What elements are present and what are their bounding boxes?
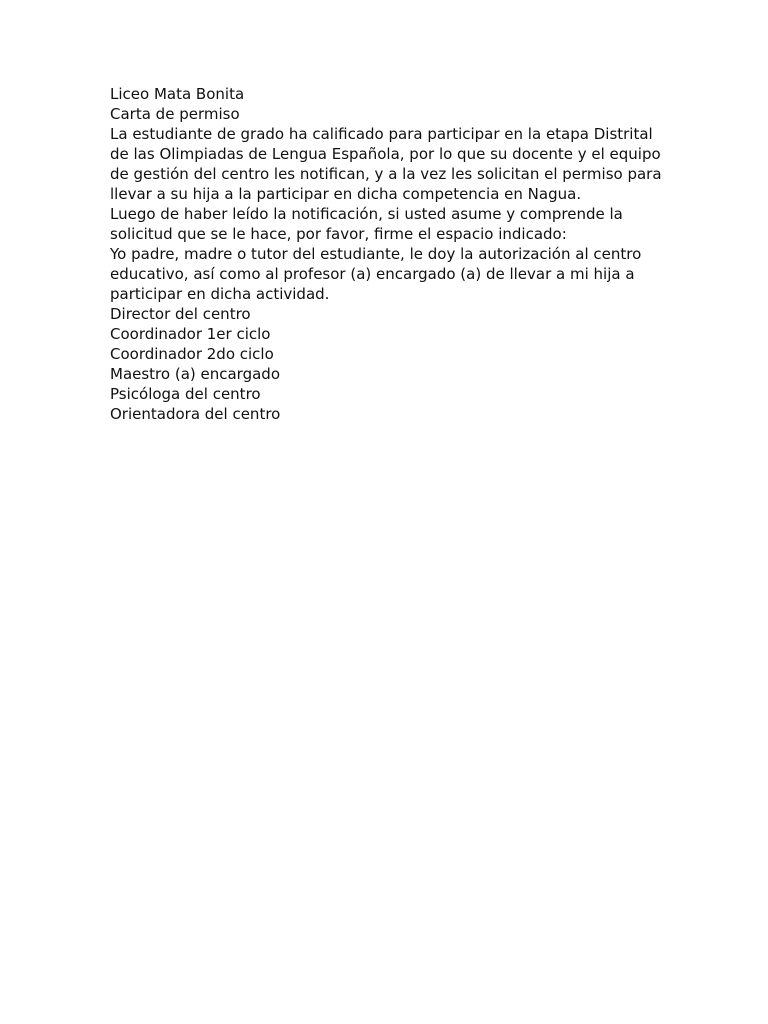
signatory-counselor: Orientadora del centro — [110, 405, 281, 423]
signatory-coordinator-second-cycle: Coordinador 2do ciclo — [110, 345, 274, 363]
letter-title: Carta de permiso — [110, 105, 240, 123]
signatory-director: Director del centro — [110, 305, 251, 323]
signatory-psychologist: Psicóloga del centro — [110, 385, 261, 403]
signatory-teacher: Maestro (a) encargado — [110, 365, 280, 383]
authorization-paragraph: Yo padre, madre o tutor del estudiante, le doy la autorización al centro educativo, así como al profesor (a) encargado (a) de llevar a mi hija a participar en dicha actividad. — [110, 245, 642, 303]
signatory-coordinator-first-cycle: Coordinador 1er ciclo — [110, 325, 271, 343]
instruction-paragraph: Luego de haber leído la notificación, si usted asume y comprende la solicitud que se le hace, por favor, firme el espacio indicado: — [110, 205, 623, 243]
notification-paragraph: La estudiante de grado ha calificado para participar en la etapa Distrital de las Olimpiadas de Lengua Española, por lo que su docente y el equipo de gestión del centro les notifican, y a la vez les solicitan el permiso para llevar a su hija a la participar en dicha competencia en Nagua. — [110, 125, 662, 203]
school-name: Liceo Mata Bonita — [110, 85, 245, 103]
letter-body — [110, 84, 670, 424]
